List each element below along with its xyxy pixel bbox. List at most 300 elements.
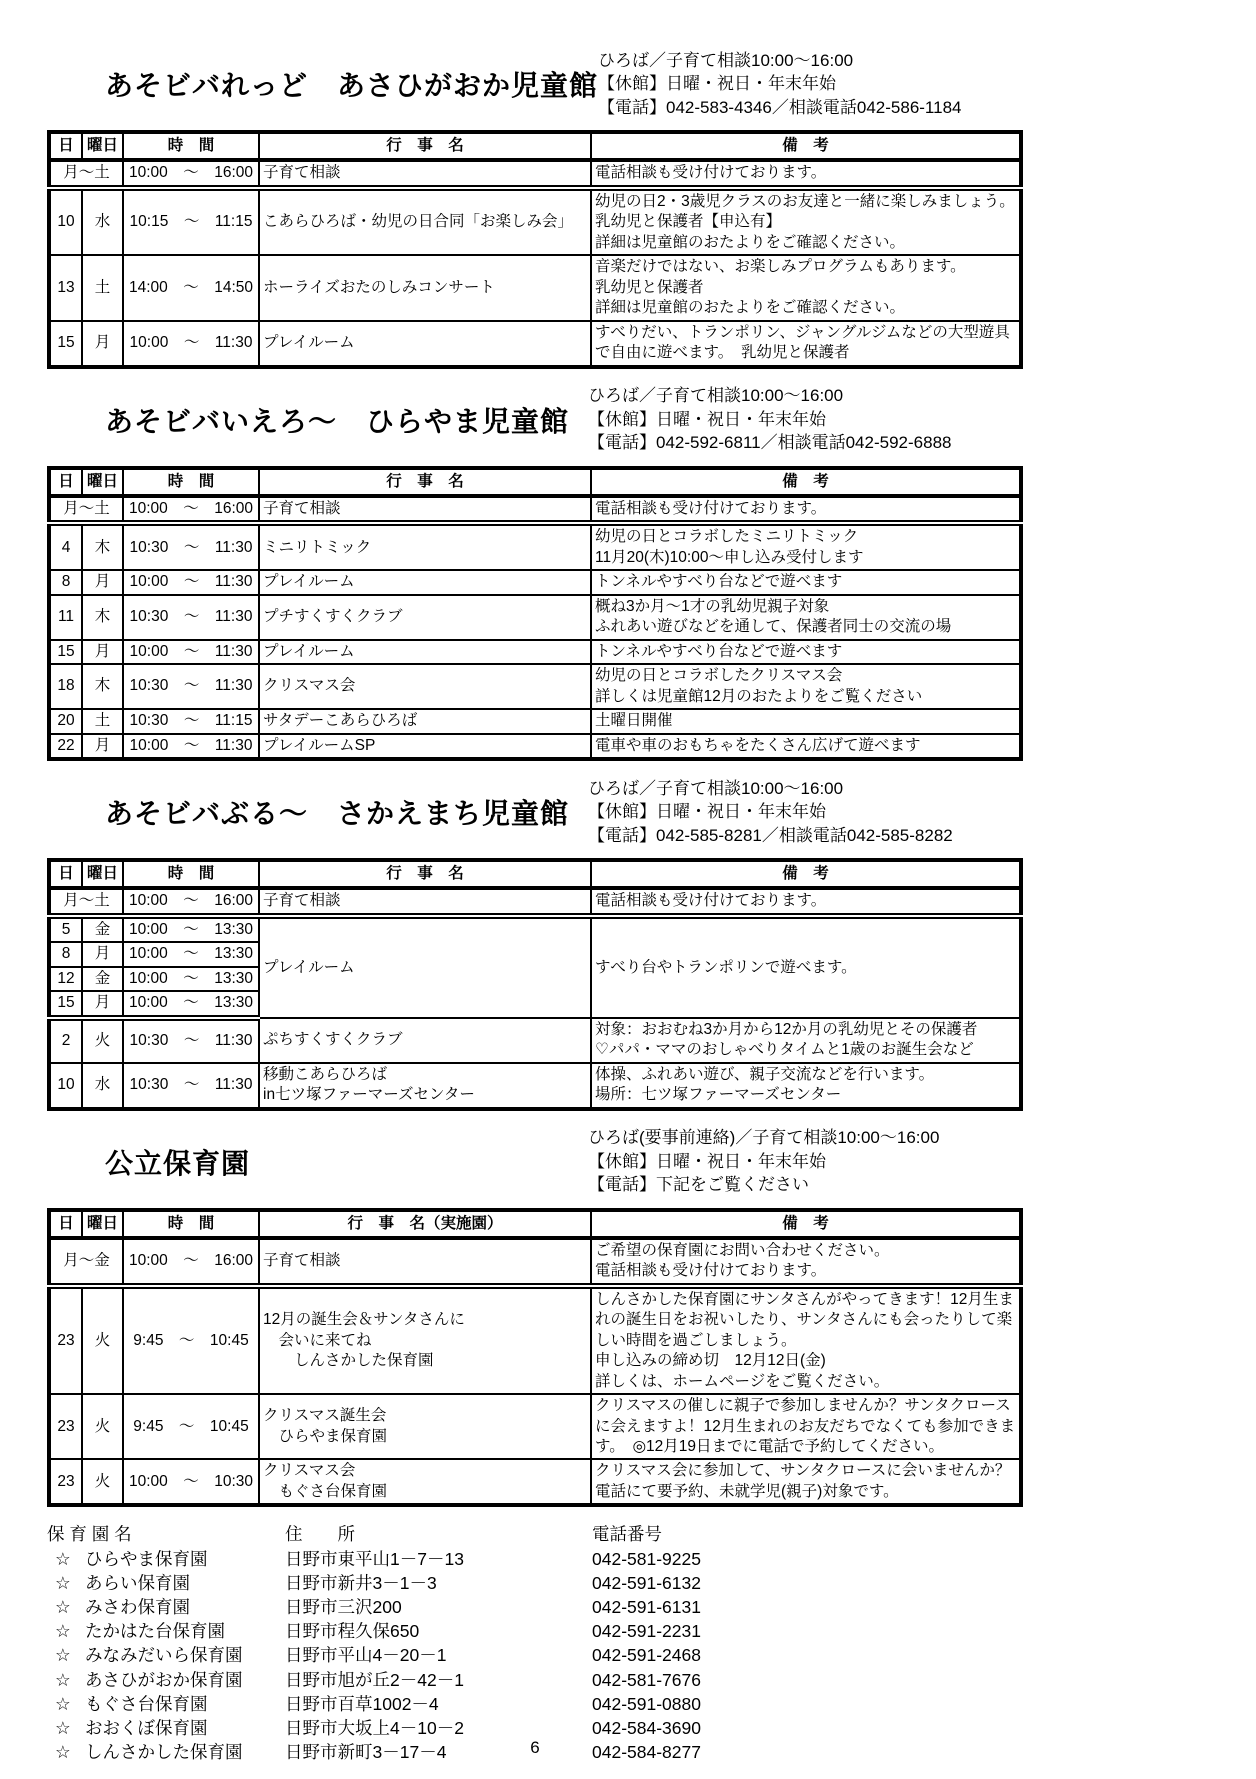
nursery-name-text: たかはた台保育園 xyxy=(85,1621,225,1642)
star-icon: ☆ xyxy=(55,1718,71,1739)
col-remarks-header: 備 考 xyxy=(591,132,1021,160)
table-header-row xyxy=(49,132,1021,160)
table-row xyxy=(49,255,1021,320)
time-cell: 9:45 ～ 10:45 xyxy=(123,1394,259,1459)
col-day-header: 日 xyxy=(49,1210,82,1238)
day-cell: 10 xyxy=(49,188,82,255)
col-time-header: 時 間 xyxy=(123,860,259,888)
event-name-line: クリスマス会 xyxy=(263,1462,356,1480)
event-name-line: 子育て相談 xyxy=(263,892,341,910)
col-remarks-header: 備 考 xyxy=(591,468,1021,496)
table-row xyxy=(49,188,1021,255)
time-cell: 10:00 ～ 13:30 xyxy=(123,991,259,1017)
table-row xyxy=(49,1286,1021,1394)
table-header xyxy=(49,860,1021,888)
time-cell: 10:00 ～ 11:30 xyxy=(123,570,259,594)
table-row xyxy=(49,916,1021,942)
section-info-line: 【休館】日曜・祝日・年末年始 xyxy=(588,1151,826,1171)
event-name-cell xyxy=(259,1238,591,1286)
time-cell: 10:00 ～ 16:00 xyxy=(123,888,259,915)
nursery-address: 日野市旭が丘2－42－1 xyxy=(285,1669,464,1690)
nursery-name xyxy=(47,1692,285,1716)
table-row xyxy=(49,1459,1021,1505)
nursery-address: 日野市百草1002－4 xyxy=(285,1693,439,1714)
remarks-line: 土曜日開催 xyxy=(595,712,673,730)
table-row xyxy=(49,496,1021,523)
event-name-line: ひらやま保育園 xyxy=(263,1427,388,1445)
remarks-line: クリスマス会に参加して、サンタクロースに会いませんか？ xyxy=(595,1462,1011,1480)
section-3 xyxy=(47,776,1023,1111)
remarks-line: 乳幼児と保護者 xyxy=(595,278,704,296)
event-name-line: クリスマス誕生会 xyxy=(263,1407,387,1425)
weekday-cell: 木 xyxy=(82,664,123,709)
nursery-name-text: みさわ保育園 xyxy=(85,1597,190,1617)
section-header xyxy=(47,48,1023,120)
star-icon: ☆ xyxy=(55,1597,71,1617)
section-title: あそビバぶる～ さかえまち児童館 xyxy=(105,797,570,829)
day-cell: 4 xyxy=(49,523,82,570)
event-name-cell xyxy=(259,734,591,759)
day-cell: 2 xyxy=(49,1018,82,1063)
event-name-cell xyxy=(259,1018,591,1063)
remarks-line: 音楽だけではない、お楽しみプログラムもあります。 xyxy=(595,258,966,276)
nursery-name xyxy=(47,1619,285,1643)
remarks-line: 幼児の日とコラボしたクリスマス会 xyxy=(595,667,843,685)
nursery-phone: 042-584-3690 xyxy=(592,1718,701,1739)
table-body xyxy=(49,888,1021,1108)
weekday-cell: 火 xyxy=(82,1018,123,1063)
nursery-address: 日野市三沢200 xyxy=(285,1597,402,1617)
col-remarks-header: 備 考 xyxy=(591,860,1021,888)
day-cell: 15 xyxy=(49,640,82,664)
nursery-name xyxy=(47,1643,285,1667)
remarks-line: 電車や車のおもちゃをたくさん広げて遊べます xyxy=(595,736,921,754)
event-name-line: ミニリトミック xyxy=(263,538,372,556)
remarks-cell xyxy=(591,1394,1021,1459)
time-cell: 10:00 ～ 11:30 xyxy=(123,734,259,759)
weekday-cell: 月 xyxy=(82,734,123,759)
event-name-line: 移動こあらひろば xyxy=(263,1065,388,1083)
remarks-line: 電話相談も受け付けております。 xyxy=(595,892,827,910)
nursery-address: 日野市平山4－20－1 xyxy=(285,1645,447,1666)
weekday-cell: 水 xyxy=(82,188,123,255)
table-row xyxy=(49,1238,1021,1286)
col-weekday-header: 曜日 xyxy=(82,132,123,160)
nursery-row xyxy=(47,1571,1023,1595)
time-cell: 10:30 ～ 11:30 xyxy=(123,664,259,709)
section-header xyxy=(47,384,1023,456)
section-2 xyxy=(47,384,1023,761)
day-cell: 15 xyxy=(49,321,82,367)
table-header xyxy=(49,132,1021,160)
event-name-line: プレイルーム xyxy=(263,642,355,660)
time-cell: 10:30 ～ 11:30 xyxy=(123,1018,259,1063)
nursery-name-text: ひらやま保育園 xyxy=(85,1548,208,1569)
nursery-row xyxy=(47,1547,1023,1571)
section-info-line: 【休館】日曜・祝日・年末年始 xyxy=(598,74,837,94)
nursery-name xyxy=(47,1595,285,1619)
section-info xyxy=(588,384,951,454)
nursery-phone: 042-591-2231 xyxy=(592,1621,701,1642)
event-name-line: クリスマス会 xyxy=(263,677,356,695)
nursery-phone: 042-591-6132 xyxy=(592,1572,701,1593)
section-info xyxy=(598,49,961,119)
event-name-cell xyxy=(259,640,591,664)
remarks-cell xyxy=(591,1286,1021,1394)
remarks-cell xyxy=(591,1018,1021,1063)
section-info-line: 【電話】下記をご覧ください xyxy=(588,1175,809,1195)
nursery-address: 日野市程久保650 xyxy=(285,1621,420,1642)
col-weekday-header: 曜日 xyxy=(82,468,123,496)
weekday-cell: 火 xyxy=(82,1459,123,1505)
time-cell: 10:30 ～ 11:30 xyxy=(123,523,259,570)
table-row xyxy=(49,1018,1021,1063)
table-body xyxy=(49,160,1021,366)
nursery-phone: 042-591-6131 xyxy=(592,1597,701,1617)
weekday-cell: 金 xyxy=(82,967,123,991)
event-name-cell xyxy=(259,595,591,640)
section-4 xyxy=(47,1126,1023,1508)
nursery-name xyxy=(47,1547,285,1571)
nursery-phone: 042-591-0880 xyxy=(592,1693,701,1714)
nursery-directory-header xyxy=(47,1522,1023,1546)
event-name-line: こあらひろば・幼児の日合同「お楽しみ会」 xyxy=(263,213,574,231)
weekday-cell: 木 xyxy=(82,523,123,570)
day-cell: 8 xyxy=(49,942,82,966)
event-name-cell xyxy=(259,888,591,915)
day-cell: 15 xyxy=(49,991,82,1017)
day-cell: 23 xyxy=(49,1394,82,1459)
event-name-line: 子育て相談 xyxy=(263,499,341,517)
time-cell: 10:30 ～ 11:30 xyxy=(123,595,259,640)
remarks-line: トンネルやすべり台などで遊べます xyxy=(595,573,843,591)
remarks-line: 場所：七ツ塚ファーマーズセンター xyxy=(595,1086,842,1104)
remarks-line: ご希望の保育園にお問い合わせください。 xyxy=(595,1241,890,1259)
section-info-line: ひろば／子育て相談10:00～16:00 xyxy=(598,50,854,70)
time-cell: 10:00 ～ 13:30 xyxy=(123,967,259,991)
day-cell: 5 xyxy=(49,916,82,942)
day-cell: 11 xyxy=(49,595,82,640)
time-cell: 10:00 ～ 13:30 xyxy=(123,942,259,966)
nursery-name xyxy=(47,1668,285,1692)
event-name-cell xyxy=(259,160,591,187)
section-info-line: 【休館】日曜・祝日・年末年始 xyxy=(588,802,826,822)
event-name-cell xyxy=(259,709,591,733)
table-row xyxy=(49,321,1021,367)
event-name-line: プレイルーム xyxy=(263,333,355,351)
remarks-line: 詳しくは児童館12月のおたよりをご覧ください xyxy=(595,687,923,705)
remarks-line: ふれあい遊びなどを通して、保護者同士の交流の場 xyxy=(595,618,952,636)
table-header-row xyxy=(49,468,1021,496)
section-header xyxy=(47,1126,1023,1198)
schedule-table xyxy=(47,1208,1023,1508)
day-cell: 18 xyxy=(49,664,82,709)
weekday-cell: 火 xyxy=(82,1394,123,1459)
col-day-header: 日 xyxy=(49,860,82,888)
table-row xyxy=(49,640,1021,664)
section-info xyxy=(588,1126,939,1196)
nursery-phone: 042-591-2468 xyxy=(592,1645,701,1666)
weekday-cell: 月 xyxy=(82,570,123,594)
day-cell: 22 xyxy=(49,734,82,759)
section-info xyxy=(588,777,953,847)
event-name-line: in七ツ塚ファーマーズセンター xyxy=(263,1086,475,1104)
section-info-line: 【休館】日曜・祝日・年末年始 xyxy=(588,409,826,429)
time-cell: 10:00 ～ 11:30 xyxy=(123,640,259,664)
remarks-cell xyxy=(591,916,1021,1018)
remarks-line: 対象：おおむね3か月から12か月の乳幼児とその保護者 xyxy=(595,1020,978,1038)
table-row xyxy=(49,160,1021,187)
col-day-header: 日 xyxy=(49,132,82,160)
remarks-line: すべりだい、トランポリン、ジャングルジムなどの大型遊具で自由に遊べます。 乳幼児と保護者 xyxy=(595,323,1010,362)
section-1 xyxy=(47,48,1023,369)
time-cell: 10:00 ～ 13:30 xyxy=(123,916,259,942)
day-range-cell: 月～土 xyxy=(49,160,123,187)
weekday-cell: 月 xyxy=(82,991,123,1017)
remarks-line: 電話相談も受け付けております。 xyxy=(595,499,827,517)
event-name-line: サタデーこあらひろば xyxy=(263,712,418,730)
weekday-cell: 金 xyxy=(82,916,123,942)
remarks-line: 詳しくは、ホームページをご覧ください。 xyxy=(595,1372,890,1390)
event-name-cell xyxy=(259,188,591,255)
event-name-line: 子育て相談 xyxy=(263,164,341,182)
col-weekday-header: 曜日 xyxy=(82,1210,123,1238)
nursery-name-column-header: 保 育 園 名 xyxy=(47,1524,132,1545)
time-cell: 10:00 ～ 16:00 xyxy=(123,1238,259,1286)
table-header xyxy=(49,1210,1021,1238)
col-weekday-header: 曜日 xyxy=(82,860,123,888)
table-body xyxy=(49,1238,1021,1505)
event-name-line: 12月の誕生会＆サンタさんに xyxy=(263,1311,465,1329)
event-name-line: プレイルームSP xyxy=(263,736,376,754)
remarks-line: トンネルやすべり台などで遊べます xyxy=(595,642,843,660)
remarks-line: クリスマスの催しに親子で参加しませんか？サンタクロースに会えますよ！12月生まれのお友だちでなくても参加できます。 ◎12月19日までに電話で予約してください。 xyxy=(595,1397,1016,1456)
day-range-cell: 月～土 xyxy=(49,496,123,523)
remarks-cell xyxy=(591,496,1021,523)
table-row xyxy=(49,570,1021,594)
nursery-name xyxy=(47,1716,285,1740)
remarks-cell xyxy=(591,321,1021,367)
remarks-line: 申し込みの締め切 12月12日(金) xyxy=(595,1352,826,1370)
remarks-cell xyxy=(591,640,1021,664)
day-range-cell: 月～金 xyxy=(49,1238,123,1286)
day-cell: 13 xyxy=(49,255,82,320)
page-number: 6 xyxy=(530,1738,540,1757)
remarks-cell xyxy=(591,570,1021,594)
event-name-line: プレイルーム xyxy=(263,958,355,976)
content xyxy=(47,48,1023,1764)
event-name-line: もぐさ台保育園 xyxy=(263,1482,388,1500)
weekday-cell: 火 xyxy=(82,1286,123,1394)
nursery-phone: 042-581-7676 xyxy=(592,1669,701,1690)
col-day-header: 日 xyxy=(49,468,82,496)
remarks-line: 概ね3か月～1才の乳幼児親子対象 xyxy=(595,597,830,615)
remarks-cell xyxy=(591,664,1021,709)
schedule-sections xyxy=(47,48,1023,1507)
time-cell: 10:00 ～ 11:30 xyxy=(123,321,259,367)
day-cell: 10 xyxy=(49,1063,82,1109)
nursery-address: 日野市大坂上4－10－2 xyxy=(285,1718,464,1739)
day-cell: 23 xyxy=(49,1286,82,1394)
nursery-name-text: もぐさ台保育園 xyxy=(85,1693,208,1714)
event-name-cell xyxy=(259,570,591,594)
remarks-cell xyxy=(591,1459,1021,1505)
col-time-header: 時 間 xyxy=(123,132,259,160)
nursery-name-text: あらい保育園 xyxy=(85,1572,190,1593)
day-cell: 12 xyxy=(49,967,82,991)
remarks-line: 11月20(木)10:00～申し込み受付します xyxy=(595,548,864,566)
time-cell: 10:15 ～ 11:15 xyxy=(123,188,259,255)
day-range-cell: 月～土 xyxy=(49,888,123,915)
col-time-header: 時 間 xyxy=(123,1210,259,1238)
remarks-line: 電話相談も受け付けております。 xyxy=(595,164,827,182)
col-event-header: 行 事 名 xyxy=(259,860,591,888)
weekday-cell: 月 xyxy=(82,640,123,664)
time-cell: 9:45 ～ 10:45 xyxy=(123,1286,259,1394)
nursery-phone: 042-584-8277 xyxy=(592,1742,701,1763)
col-event-header: 行 事 名 xyxy=(259,468,591,496)
nursery-address-column-header: 住 所 xyxy=(285,1524,355,1545)
event-name-cell xyxy=(259,1063,591,1109)
remarks-line: 幼児の日2・3歳児クラスのお友達と一緒に楽しみましょう。 xyxy=(595,192,1015,210)
event-name-cell xyxy=(259,1286,591,1394)
nursery-address: 日野市新井3－1－3 xyxy=(285,1572,437,1593)
remarks-cell xyxy=(591,188,1021,255)
remarks-line: 乳幼児と保護者【申込有】 xyxy=(595,213,782,231)
remarks-line: 電話にて要予約、未就学児(親子)対象です。 xyxy=(595,1482,899,1500)
time-cell: 10:00 ～ 10:30 xyxy=(123,1459,259,1505)
time-cell: 10:00 ～ 16:00 xyxy=(123,496,259,523)
col-remarks-header: 備 考 xyxy=(591,1210,1021,1238)
nursery-address: 日野市新町3－17－4 xyxy=(285,1742,447,1763)
remarks-line: すべり台やトランポリンで遊べます。 xyxy=(595,958,857,976)
remarks-cell xyxy=(591,734,1021,759)
table-row xyxy=(49,523,1021,570)
event-name-cell xyxy=(259,255,591,320)
weekday-cell: 水 xyxy=(82,1063,123,1109)
col-event-header: 行 事 名（実施園） xyxy=(259,1210,591,1238)
section-info-line: ひろば／子育て相談10:00～16:00 xyxy=(588,778,844,798)
event-name-cell xyxy=(259,321,591,367)
table-body xyxy=(49,496,1021,759)
col-event-header: 行 事 名 xyxy=(259,132,591,160)
remarks-cell xyxy=(591,523,1021,570)
remarks-cell xyxy=(591,160,1021,187)
time-cell: 14:00 ～ 14:50 xyxy=(123,255,259,320)
nursery-row xyxy=(47,1643,1023,1667)
weekday-cell: 月 xyxy=(82,321,123,367)
remarks-line: 詳細は児童館のおたよりをご確認ください。 xyxy=(595,299,906,317)
section-info-line: 【電話】042-585-8281／相談電話042-585-8282 xyxy=(588,825,953,845)
remarks-line: 幼児の日とコラボしたミニリトミック xyxy=(595,528,859,546)
event-name-line: 子育て相談 xyxy=(263,1252,341,1270)
event-name-cell xyxy=(259,523,591,570)
table-header-row xyxy=(49,1210,1021,1238)
star-icon: ☆ xyxy=(55,1548,71,1569)
weekday-cell: 土 xyxy=(82,255,123,320)
nursery-directory xyxy=(47,1522,1023,1764)
table-row xyxy=(49,709,1021,733)
nursery-row xyxy=(47,1619,1023,1643)
nursery-row xyxy=(47,1716,1023,1740)
nursery-name-text: あさひがおか保育園 xyxy=(85,1669,243,1690)
remarks-cell xyxy=(591,1063,1021,1109)
table-row xyxy=(49,734,1021,759)
time-cell: 10:30 ～ 11:30 xyxy=(123,1063,259,1109)
event-name-line: 会いに来てね xyxy=(263,1331,372,1349)
event-name-cell xyxy=(259,1394,591,1459)
remarks-line: しんさかした保育園にサンタさんがやってきます！12月生まれの誕生日をお祝いしたり、サンタさんにも会ったりして楽しい時間を過ごしましょう。 xyxy=(595,1290,1014,1349)
star-icon: ☆ xyxy=(55,1693,71,1714)
nursery-name-text: みなみだいら保育園 xyxy=(85,1645,243,1666)
table-row xyxy=(49,888,1021,915)
remarks-line: 体操、ふれあい遊び、親子交流などを行います。 xyxy=(595,1065,935,1083)
nursery-phone: 042-581-9225 xyxy=(592,1548,701,1569)
remarks-cell xyxy=(591,888,1021,915)
nursery-name-text: しんさかした保育園 xyxy=(85,1742,243,1763)
section-info-line: 【電話】042-583-4346／相談電話042-586-1184 xyxy=(598,97,962,117)
col-time-header: 時 間 xyxy=(123,468,259,496)
nursery-row xyxy=(47,1692,1023,1716)
weekday-cell: 月 xyxy=(82,942,123,966)
section-info-line: ひろば(要事前連絡)／子育て相談10:00～16:00 xyxy=(588,1128,940,1148)
table-header-row xyxy=(49,860,1021,888)
day-cell: 20 xyxy=(49,709,82,733)
event-name-cell xyxy=(259,1459,591,1505)
event-name-cell xyxy=(259,664,591,709)
remarks-line: 電話相談も受け付けております。 xyxy=(595,1262,827,1280)
nursery-items xyxy=(47,1547,1023,1765)
table-row xyxy=(49,664,1021,709)
section-info-line: ひろば／子育て相談10:00～16:00 xyxy=(588,386,844,406)
schedule-table xyxy=(47,858,1023,1111)
remarks-cell xyxy=(591,595,1021,640)
nursery-name-text: おおくぼ保育園 xyxy=(85,1718,208,1739)
weekday-cell: 木 xyxy=(82,595,123,640)
time-cell: 10:30 ～ 11:15 xyxy=(123,709,259,733)
event-name-line: ぷちすくすくクラブ xyxy=(263,1030,403,1048)
schedule-table xyxy=(47,130,1023,369)
nursery-phone-column-header: 電話番号 xyxy=(592,1524,662,1545)
table-header xyxy=(49,468,1021,496)
star-icon: ☆ xyxy=(55,1742,71,1763)
table-row xyxy=(49,595,1021,640)
nursery-address: 日野市東平山1－7－13 xyxy=(285,1548,464,1569)
section-title: 公立保育園 xyxy=(105,1147,251,1179)
event-name-line: ホーライズおたのしみコンサート xyxy=(263,278,495,296)
time-cell: 10:00 ～ 16:00 xyxy=(123,160,259,187)
remarks-cell xyxy=(591,1238,1021,1286)
star-icon: ☆ xyxy=(55,1572,71,1593)
remarks-cell xyxy=(591,255,1021,320)
event-name-line: プレイルーム xyxy=(263,573,355,591)
nursery-row xyxy=(47,1595,1023,1619)
remarks-cell xyxy=(591,709,1021,733)
schedule-table xyxy=(47,466,1023,761)
event-name-line: プチすくすくクラブ xyxy=(263,608,403,626)
section-header xyxy=(47,776,1023,848)
nursery-row xyxy=(47,1668,1023,1692)
day-cell: 23 xyxy=(49,1459,82,1505)
section-title: あそビバいえろ～ ひらやま児童館 xyxy=(105,405,570,437)
star-icon: ☆ xyxy=(55,1669,71,1690)
table-row xyxy=(49,1063,1021,1109)
event-name-cell xyxy=(259,496,591,523)
star-icon: ☆ xyxy=(55,1645,71,1666)
section-info-line: 【電話】042-592-6811／相談電話042-592-6888 xyxy=(588,433,952,453)
table-row xyxy=(49,1394,1021,1459)
nursery-name xyxy=(47,1571,285,1595)
